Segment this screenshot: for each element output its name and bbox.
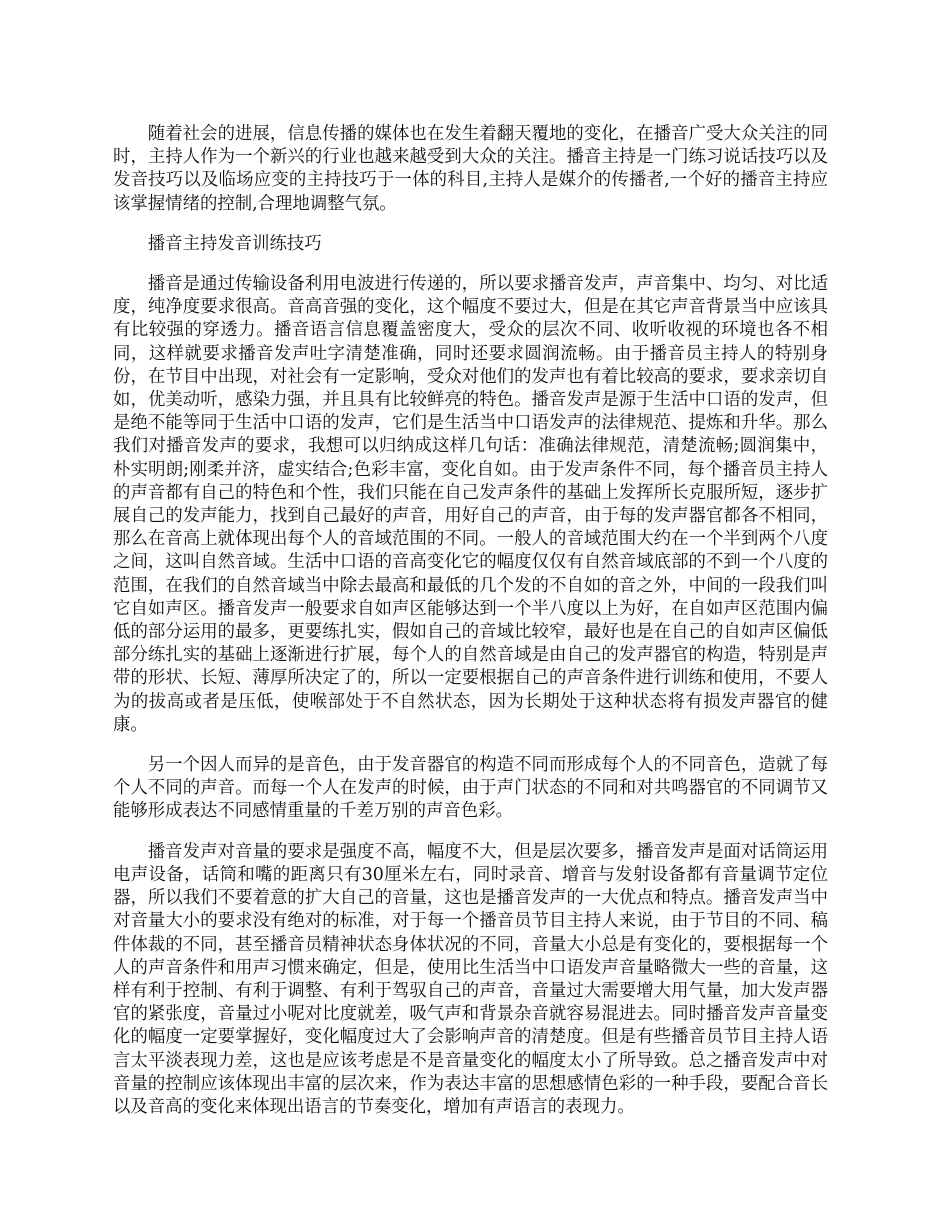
intro-paragraph: 随着社会的进展，信息传播的媒体也在发生着翻天覆地的变化，在播音广受大众关注的同时，主持人作为一个新兴的行业也越来越受到大众的关注。播音主持是一门练习说话技巧以及发音技巧以及临场应变的主持技巧于一体的科目,主持人是媒介的传播者,一个好的播音主持应该掌握情绪的控制,合理地调整气氛。: [113, 124, 828, 214]
document-body: [113, 123, 828, 1136]
section-heading: 播音主持发音训练技巧: [147, 233, 322, 254]
body-paragraph-timbre: 另一个因人而异的是音色，由于发音器官的构造不同而形成每个人的不同音色，造就了每个人不同的声音。而每一个人在发声的时候，由于声门状态的不同和对共鸣器官的不同调节又能够形成表达不同感情重量的千差万别的声音色彩。: [113, 755, 828, 822]
body-paragraph-pitch: 播音是通过传输设备利用电波进行传递的，所以要求播音发声，声音集中、均匀、对比适度，纯净度要求很高。音高音强的变化，这个幅度不要过大，但是在其它声音背景当中应该具有比较强的穿透力。播音语言信息覆盖密度大，受众的层次不同、收听收视的环境也各不相同，这样就要求播音发声吐字清楚准确，同时还要求圆润流畅。由于播音员主持人的特别身份，在节目中出现，对社会有一定影响，受众对他们的发声也有着比较高的要求，要求亲切自如，优美动听，感染力强，并且具有比较鲜亮的特色。播音发声是源于生活中口语的发声，但是绝不能等同于生活中口语的发声，它们是生活当中口语发声的法律规范、提炼和升华。那么我们对播音发声的要求，我想可以归纳成这样几句话：准确法律规范，清楚流畅;圆润集中，朴实明朗;刚柔并济，虚实结合;色彩丰富，变化自如。由于发声条件不同，每个播音员主持人的声音都有自己的特色和个性，我们只能在自己发声条件的基础上发挥所长克服所短，逐步扩展自己的发声能力，找到自己最好的声音，用好自己的声音，由于每的发声器官都各不相同，那么在音高上就体现出每个人的音域范围的不同。一般人的音域范围大约在一个半到两个八度之间，这叫自然音域。生活中口语的音高变化它的幅度仅仅有自然音域底部的不到一个八度的范围，在我们的自然音域当中除去最高和最低的几个发的不自如的音之外，中间的一段我们叫它自如声区。播音发声一般要求自如声区能够达到一个半八度以上为好，在自如声区范围内偏低的部分运用的最多，更要练扎实，假如自己的音域比较窄，最好也是在自己的自如声区偏低部分练扎实的基础上逐渐进行扩展，每个人的自然音域是由自己的发声器官的构造，特别是声带的形状、长短、薄厚所决定了的，所以一定要根据自己的声音条件进行训练和使用，不要人为的拔高或者是压低，使喉部处于不自然状态，因为长期处于这种状态将有损发声器官的健康。: [113, 274, 828, 735]
body-paragraph-volume: 播音发声对音量的要求是强度不高，幅度不大，但是层次要多，播音发声是面对话筒运用电声设备，话筒和嘴的距离只有30厘米左右，同时录音、增音与发射设备都有音量调节定位器，所以我们不要着意的扩大自己的音量，这也是播音发声的一大优点和特点。播音发声当中对音量大小的要求没有绝对的标准，对于每一个播音员节目主持人来说，由于节目的不同、稿件体裁的不同，甚至播音员精神状态身体状况的不同，音量大小总是有变化的，要根据每一个人的声音条件和用声习惯来确定，但是，使用比生活当中口语发声音量略微大一些的音量，这样有利于控制、有利于调整、有利于驾驭自己的声音，音量过大需要增大用气量，加大发声器官的紧张度，音量过小呢对比度就差，吸气声和背景杂音就容易混进去。同时播音发声音量变化的幅度一定要掌握好，变化幅度过大了会影响声音的清楚度。但是有些播音员节目主持人语言太平淡表现力差，这也是应该考虑是不是音量变化的幅度太小了所导致。总之播音发声中对音量的控制应该体现出丰富的层次来，作为表达丰富的思想感情色彩的一种手段，要配合音长以及音高的变化来体现出语言的节奏变化，增加有声语言的表现力。: [113, 841, 828, 1117]
